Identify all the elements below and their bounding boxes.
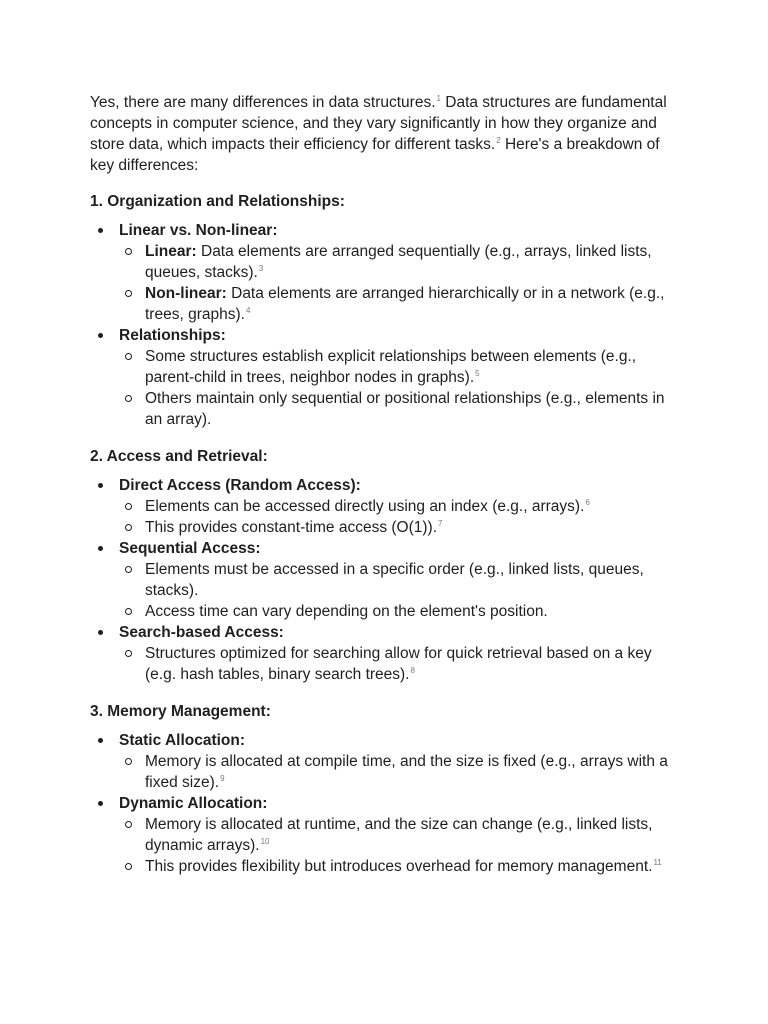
list-item bbox=[90, 220, 680, 325]
sub-item-text: Data elements are arranged sequentially (e.g., arrays, linked lists, queues, stacks). bbox=[145, 243, 652, 281]
list-item bbox=[90, 730, 680, 793]
bullet-list bbox=[90, 475, 680, 685]
citation-marker[interactable]: 8 bbox=[410, 665, 415, 675]
list-item-title: Search-based Access: bbox=[119, 624, 284, 641]
citation-marker[interactable]: 3 bbox=[258, 263, 264, 273]
section-heading: 2. Access and Retrieval: bbox=[90, 448, 268, 465]
sub-item-text: Access time can vary depending on the element's position. bbox=[145, 603, 548, 620]
citation-marker[interactable]: 9 bbox=[220, 773, 225, 783]
sub-list-item bbox=[119, 388, 680, 430]
sub-list bbox=[119, 559, 680, 622]
sub-item-text: Structures optimized for searching allow for quick retrieval based on a key (e.g. hash tables, binary search trees). bbox=[145, 645, 652, 683]
sections-container bbox=[90, 191, 680, 877]
citation-marker[interactable]: 2 bbox=[496, 135, 501, 145]
citation-marker[interactable]: 6 bbox=[585, 497, 590, 507]
citation-marker[interactable]: 11 bbox=[653, 857, 662, 867]
citation-marker[interactable]: 7 bbox=[438, 518, 443, 528]
sub-item-text: Memory is allocated at runtime, and the size can change (e.g., linked lists, dynamic arrays). bbox=[145, 816, 653, 854]
intro-paragraph bbox=[90, 92, 680, 176]
sub-list-item bbox=[119, 814, 680, 856]
sub-list-item bbox=[119, 751, 680, 793]
sub-item-text: Data elements are arranged hierarchically or in a network (e.g., trees, graphs). bbox=[145, 285, 665, 323]
document-content bbox=[90, 92, 680, 893]
term-label: Linear: bbox=[145, 243, 197, 260]
sub-item-text: Memory is allocated at compile time, and the size is fixed (e.g., arrays with a fixed size). bbox=[145, 753, 668, 791]
citation-marker[interactable]: 4 bbox=[245, 305, 251, 315]
sub-list bbox=[119, 346, 680, 430]
section-heading: 3. Memory Management: bbox=[90, 703, 271, 720]
bullet-list bbox=[90, 220, 680, 430]
citation-marker[interactable]: 1 bbox=[436, 93, 441, 103]
sub-list bbox=[119, 643, 680, 685]
sub-item-text: This provides constant-time access (O(1)). bbox=[145, 519, 438, 536]
sub-item-text: Others maintain only sequential or positional relationships (e.g., elements in an array). bbox=[145, 390, 665, 428]
sub-list-item bbox=[119, 517, 680, 538]
sub-list-item bbox=[119, 643, 680, 685]
bullet-list bbox=[90, 730, 680, 877]
sub-list-item bbox=[119, 856, 680, 877]
sub-item-text: Some structures establish explicit relationships between elements (e.g., parent-child in trees, neighbor nodes in graphs). bbox=[145, 348, 637, 386]
sub-item-text: Elements can be accessed directly using an index (e.g., arrays). bbox=[145, 498, 585, 515]
list-item-title: Direct Access (Random Access): bbox=[119, 477, 361, 494]
sub-list-item bbox=[119, 496, 680, 517]
list-item-title: Linear vs. Non-linear: bbox=[119, 222, 278, 239]
sub-list bbox=[119, 241, 680, 325]
intro-text-1: Yes, there are many differences in data structures. bbox=[90, 94, 436, 111]
sub-list-item bbox=[119, 283, 680, 325]
sub-list bbox=[119, 814, 680, 877]
list-item-title: Relationships: bbox=[119, 327, 226, 344]
list-item bbox=[90, 325, 680, 430]
list-item-title: Sequential Access: bbox=[119, 540, 261, 557]
citation-marker[interactable]: 10 bbox=[260, 836, 270, 846]
sub-list bbox=[119, 751, 680, 793]
sub-list bbox=[119, 496, 680, 538]
list-item-title: Dynamic Allocation: bbox=[119, 795, 268, 812]
term-label: Non-linear: bbox=[145, 285, 227, 302]
list-item-title: Static Allocation: bbox=[119, 732, 246, 749]
sub-list-item bbox=[119, 601, 680, 622]
sub-list-item bbox=[119, 346, 680, 388]
list-item bbox=[90, 622, 680, 685]
intro-text-3: Here's a breakdown of key differences: bbox=[90, 136, 660, 174]
sub-list-item bbox=[119, 241, 680, 283]
sub-item-text: Elements must be accessed in a specific order (e.g., linked lists, queues, stacks). bbox=[145, 561, 644, 599]
sub-item-text: This provides flexibility but introduces overhead for memory management. bbox=[145, 858, 653, 875]
list-item bbox=[90, 793, 680, 877]
section-heading: 1. Organization and Relationships: bbox=[90, 193, 345, 210]
list-item bbox=[90, 538, 680, 622]
sub-list-item bbox=[119, 559, 680, 601]
list-item bbox=[90, 475, 680, 538]
intro-text-2: Data structures are fundamental concepts in computer science, and they vary significantly in how they organize and store data, which impacts their efficiency for different tasks. bbox=[90, 94, 667, 153]
citation-marker[interactable]: 5 bbox=[475, 368, 480, 378]
